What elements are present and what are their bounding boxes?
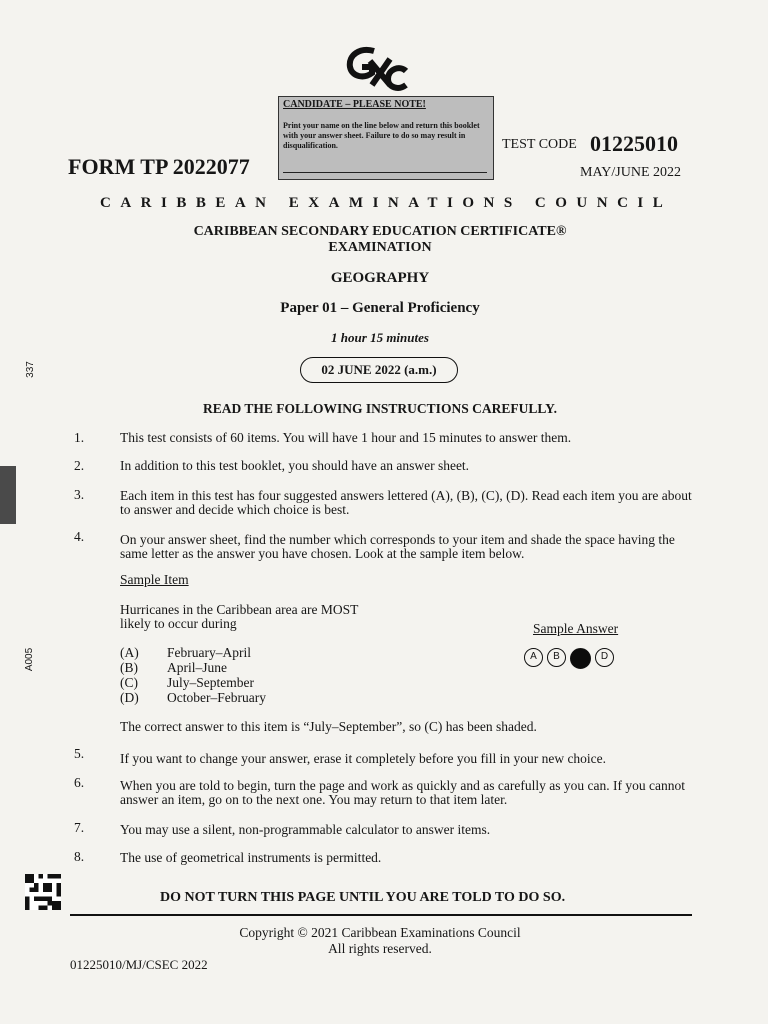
instruction-text: If you want to change your answer, erase it completely before you fill in your new choice. (120, 751, 607, 766)
binding-tab (0, 466, 16, 524)
session-label: MAY/JUNE 2022 (580, 165, 681, 180)
answer-bubble-b: B (547, 648, 566, 667)
copyright-line: Copyright © 2021 Caribbean Examinations Council (239, 925, 521, 940)
paper-title: Paper 01 – General Proficiency (280, 300, 480, 316)
form-code: FORM TP 2022077 (68, 154, 250, 179)
sample-answer-heading: Sample Answer (533, 621, 619, 636)
sample-item-heading: Sample Item (120, 572, 189, 587)
instruction-text: The use of geometrical instruments is permitted. (120, 850, 382, 865)
exam-title: CARIBBEAN SECONDARY EDUCATION CERTIFICATE® EXAMINATION (193, 224, 567, 255)
instruction-text: You may use a silent, non-programmable calculator to answer items. (120, 822, 491, 837)
candidate-name-line[interactable] (283, 172, 487, 173)
test-code: 01225010 (590, 131, 678, 156)
option-letter: (A) (120, 645, 139, 660)
sample-explanation: The correct answer to this item is “July–September”, so (C) has been shaded. (120, 719, 537, 734)
cxc-logo (340, 45, 412, 91)
candidate-notice-box (278, 96, 494, 180)
instruction-text: Each item in this test has four suggested answers lettered (A), (B), (C), (D). Read each item you are about to answer and decide which choice is best. (120, 488, 692, 517)
instruction-text: On your answer sheet, find the number which corresponds to your item and shade the space having the same letter as the answer you have chosen. Look at the sample item below. (120, 532, 675, 561)
instructions-heading: READ THE FOLLOWING INSTRUCTIONS CAREFULLY. (203, 401, 557, 416)
answer-bubble-a: A (524, 648, 543, 667)
option-text: April–June (167, 660, 227, 675)
side-code-bottom: A005 (24, 647, 36, 672)
instruction-number: 8. (74, 849, 85, 864)
instruction-number: 7. (74, 820, 85, 835)
footer-divider (70, 914, 692, 916)
notice-title: CANDIDATE – PLEASE NOTE! (283, 99, 426, 110)
instruction-number: 5. (74, 746, 85, 761)
option-text: October–February (167, 690, 266, 705)
option-letter: (D) (120, 690, 139, 705)
sample-question: Hurricanes in the Caribbean area are MOST likely to occur during (120, 602, 359, 631)
duration: 1 hour 15 minutes (331, 330, 429, 345)
qr-code (24, 874, 62, 910)
instruction-text: When you are told to begin, turn the page and work as quickly and as carefully as you can. If you cannot answer an item, go on to the next one. You may return to that item later. (120, 778, 685, 807)
side-code-top: 337 (24, 361, 36, 378)
instruction-number: 1. (74, 430, 85, 445)
instruction-number: 6. (74, 775, 85, 790)
answer-bubble-d: D (595, 648, 614, 667)
notice-body: Print your name on the line below and return this booklet with your answer sheet. Failure to do so may result in disqualification. (283, 121, 480, 150)
answer-bubble-c-shaded (570, 648, 591, 669)
footer-code: 01225010/MJ/CSEC 2022 (70, 957, 208, 972)
do-not-turn-warning: DO NOT TURN THIS PAGE UNTIL YOU ARE TOLD TO DO SO. (160, 890, 566, 905)
option-letter: (B) (120, 660, 138, 675)
copyright-notice (180, 925, 580, 957)
subject-title: GEOGRAPHY (330, 270, 430, 286)
sample-answer-bubbles (524, 648, 614, 670)
instruction-text: This test consists of 60 items. You will have 1 hour and 15 minutes to answer them. (120, 430, 572, 445)
instruction-number: 2. (74, 458, 85, 473)
exam-date-badge: 02 JUNE 2022 (a.m.) (300, 357, 458, 383)
option-letter: (C) (120, 675, 138, 690)
option-text: February–April (167, 645, 251, 660)
test-code-label: TEST CODE (502, 137, 577, 152)
instruction-number: 4. (74, 529, 85, 544)
instruction-text: In addition to this test booklet, you should have an answer sheet. (120, 458, 470, 473)
council-heading: CARIBBEAN EXAMINATIONS COUNCIL (100, 195, 673, 211)
option-text: July–September (167, 675, 254, 690)
instruction-number: 3. (74, 487, 85, 502)
rights-line: All rights reserved. (328, 941, 432, 956)
